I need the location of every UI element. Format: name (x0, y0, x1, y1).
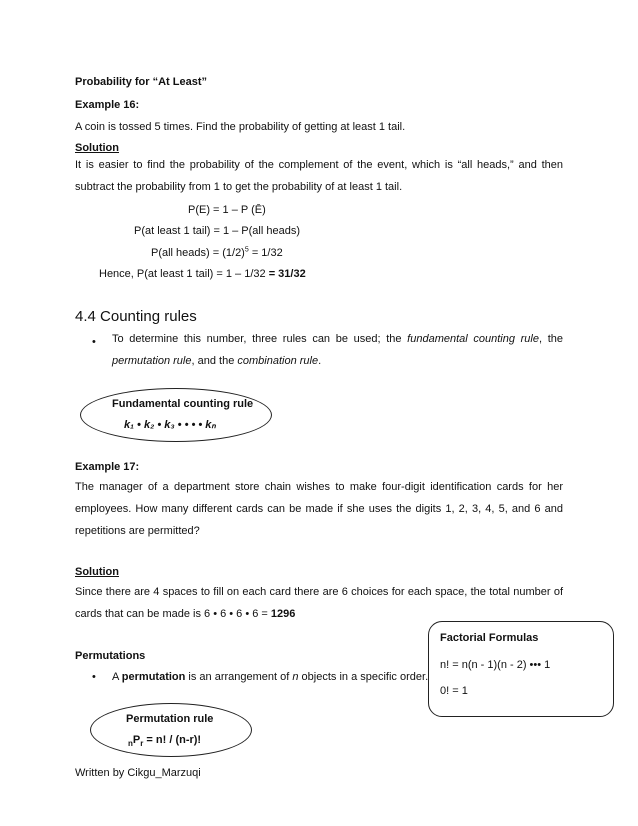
permutations-heading: Permutations (75, 650, 146, 662)
counting-rules-bullet: To determine this number, three rules can be used; the fundamental counting rule, the permutation rule, and the combination rule. (112, 333, 564, 367)
solution-explanation-16: It is easier to find the probability of the complement of the event, which is “all heads,” and then subtract the probability from 1 to get the probability of at least 1 tail. (75, 159, 563, 193)
solution-label-16: Solution (75, 142, 119, 154)
equation-complement: P(E) = 1 – P (Ē) (188, 204, 266, 216)
fundamental-rule-title: Fundamental counting rule (112, 398, 254, 410)
permutation-rule-title: Permutation rule (126, 713, 214, 725)
bullet-icon: • (92, 671, 96, 683)
example-17-label: Example 17: (75, 461, 140, 473)
example-17-problem: The manager of a department store chain wishes to make four-digit identification cards for her employees. How many different cards can be made if she uses the digits 1, 2, 3, 4, 5, and 6 and repetitions are permitted? (75, 481, 563, 537)
footer-author: Written by Cikgu_Marzuqi (75, 767, 201, 779)
fundamental-rule-formula: k₁ • k₂ • k₃ • • • • kₙ (124, 419, 216, 431)
bullet-icon: • (92, 336, 96, 348)
equation-at-least-tail: P(at least 1 tail) = 1 – P(all heads) (134, 225, 300, 237)
factorial-formula-zero: 0! = 1 (440, 685, 468, 697)
example-16-label: Example 16: (75, 99, 140, 111)
solution-label-17: Solution (75, 566, 119, 578)
section-title-at-least: Probability for “At Least” (75, 76, 208, 88)
permutation-rule-formula: $_nP_r = n$! / (n-r)! (128, 734, 202, 749)
example-17-solution: Since there are 4 spaces to fill on each card there are 6 choices for each space, the total number of cards that can be made is 6 • 6 • 6 • 6 = 1296 (75, 586, 563, 620)
factorial-formulas-title: Factorial Formulas (440, 632, 539, 644)
permutation-definition: A permutation is an arrangement of n objects in a specific order. (112, 671, 429, 683)
example-16-problem: A coin is tossed 5 times. Find the probability of getting at least 1 tail. (75, 121, 406, 133)
counting-rules-heading: 4.4 Counting rules (75, 308, 197, 325)
equation-final-answer: Hence, P(at least 1 tail) = 1 – 1/32 = 31/32 (99, 268, 306, 280)
factorial-formula-n: n! = n(n - 1)(n - 2) ••• 1 (440, 659, 551, 671)
equation-all-heads: P(all heads) = $(1/2)^5 = 1/32$ (151, 246, 283, 259)
